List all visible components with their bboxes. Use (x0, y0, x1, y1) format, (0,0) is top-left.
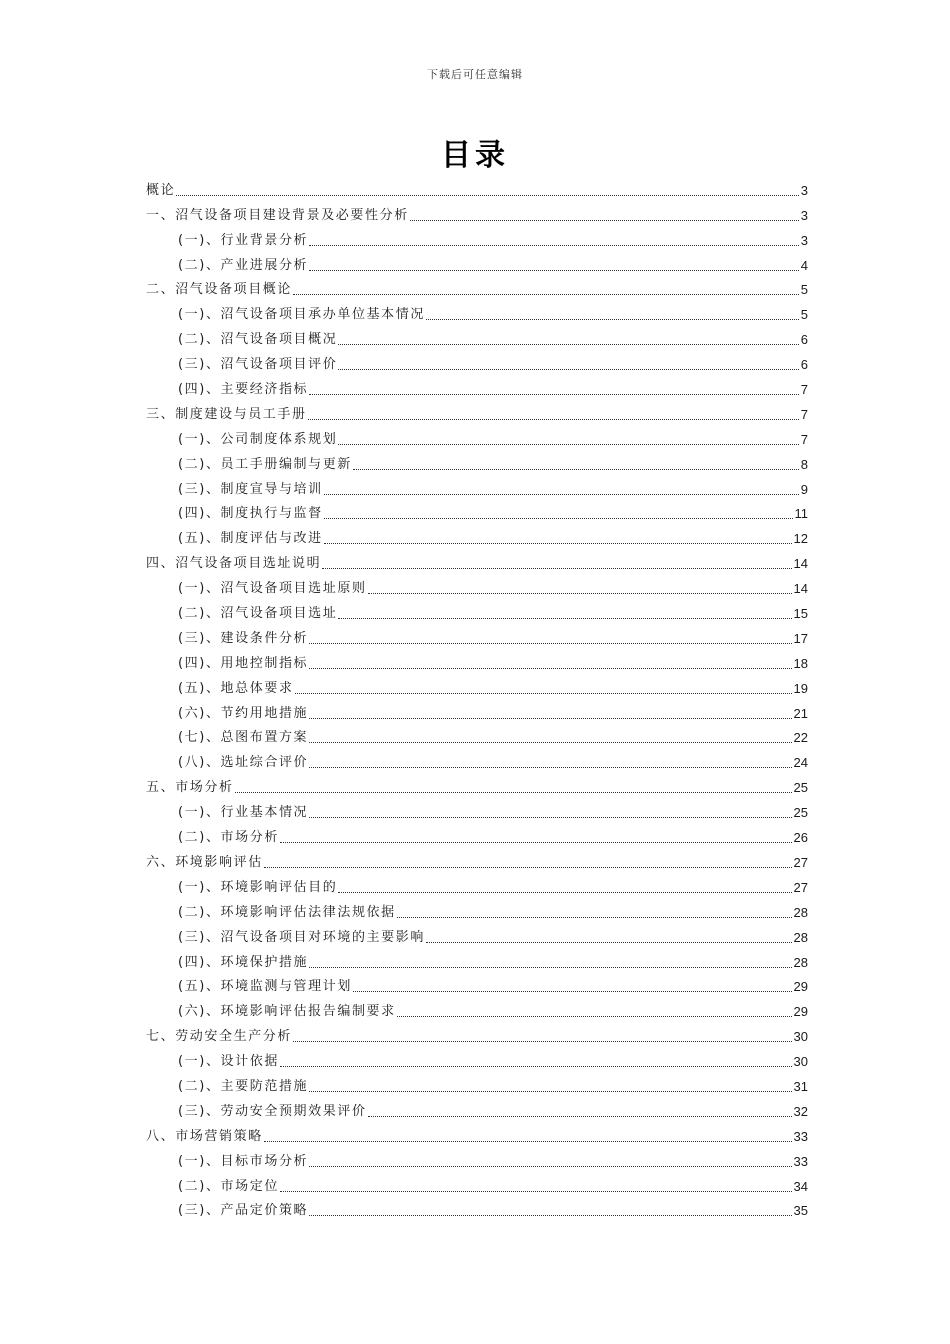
toc-subsection-entry[interactable] (146, 1196, 808, 1221)
toc-dot-leader (264, 1141, 792, 1142)
toc-dot-leader (338, 344, 798, 345)
toc-subsection-entry[interactable] (146, 449, 808, 474)
toc-page-number: 25 (793, 805, 808, 821)
toc-dot-leader (280, 1191, 792, 1192)
toc-subsection-entry[interactable] (146, 1096, 808, 1121)
toc-entry-title: (二)、主要防范措施 (178, 1078, 309, 1094)
toc-entry-title: 七、劳动安全生产分析 (146, 1029, 293, 1045)
toc-entry-title: (六)、环境影响评估报告编制要求 (178, 1004, 396, 1020)
toc-entry-title: (二)、沼气设备项目选址 (178, 606, 338, 622)
toc-dot-leader (426, 942, 792, 943)
toc-page-number: 17 (793, 630, 808, 646)
toc-entry-title: (三)、沼气设备项目评价 (178, 357, 338, 373)
toc-dot-leader (295, 693, 792, 694)
toc-entry-title: (二)、产业进展分析 (178, 257, 309, 273)
toc-page-number: 7 (800, 382, 808, 398)
toc-subsection-entry[interactable] (146, 499, 808, 524)
toc-subsection-entry[interactable] (146, 822, 808, 847)
toc-dot-leader (264, 867, 792, 868)
toc-entry-title: (三)、产品定价策略 (178, 1203, 309, 1219)
toc-page-number: 3 (800, 207, 808, 223)
toc-page-number: 3 (800, 182, 808, 198)
toc-dot-leader (324, 543, 792, 544)
toc-entry-title: (四)、用地控制指标 (178, 655, 309, 671)
toc-page-number: 28 (793, 904, 808, 920)
toc-entry-title: 概论 (146, 182, 176, 198)
toc-dot-leader (368, 593, 792, 594)
toc-dot-leader (322, 568, 791, 569)
toc-dot-leader (309, 1091, 791, 1092)
toc-section-entry[interactable] (146, 772, 808, 797)
toc-page-number: 31 (793, 1078, 808, 1094)
toc-subsection-entry[interactable] (146, 474, 808, 499)
toc-subsection-entry[interactable] (146, 1146, 808, 1171)
toc-page-number: 27 (793, 879, 808, 895)
toc-dot-leader (309, 817, 791, 818)
toc-dot-leader (309, 245, 799, 246)
toc-dot-leader (397, 1016, 792, 1017)
toc-subsection-entry[interactable] (146, 424, 808, 449)
toc-entry-title: 一、沼气设备项目建设背景及必要性分析 (146, 207, 409, 223)
toc-entry-title: (三)、沼气设备项目对环境的主要影响 (178, 929, 425, 945)
toc-subsection-entry[interactable] (146, 598, 808, 623)
toc-dot-leader (368, 1116, 792, 1117)
toc-page-number: 29 (793, 1004, 808, 1020)
toc-subsection-entry[interactable] (146, 673, 808, 698)
toc-subsection-entry[interactable] (146, 947, 808, 972)
toc-page-number: 33 (793, 1128, 808, 1144)
toc-dot-leader (309, 718, 791, 719)
toc-entry-title: (二)、沼气设备项目概况 (178, 332, 338, 348)
toc-dot-leader (353, 991, 792, 992)
toc-section-entry[interactable] (146, 548, 808, 573)
toc-subsection-entry[interactable] (146, 897, 808, 922)
toc-subsection-entry[interactable] (146, 1071, 808, 1096)
toc-page-number: 7 (800, 431, 808, 447)
toc-dot-leader (324, 518, 793, 519)
toc-page-number: 33 (793, 1153, 808, 1169)
page-header-note: 下载后可任意编辑 (427, 68, 523, 81)
toc-entry-title: (一)、沼气设备项目承办单位基本情况 (178, 307, 425, 323)
toc-page-number: 7 (800, 406, 808, 422)
toc-dot-leader (280, 842, 792, 843)
toc-dot-leader (338, 369, 798, 370)
toc-page-number: 5 (800, 282, 808, 298)
toc-page-number: 12 (793, 531, 808, 547)
toc-page-number: 29 (793, 979, 808, 995)
toc-dot-leader (309, 742, 791, 743)
toc-page-number: 15 (793, 606, 808, 622)
toc-dot-leader (426, 319, 799, 320)
toc-page-number: 22 (793, 730, 808, 746)
toc-page-number: 28 (793, 929, 808, 945)
toc-subsection-entry[interactable] (146, 349, 808, 374)
toc-page-number: 8 (800, 456, 808, 472)
toc-entry-title: 五、市场分析 (146, 780, 234, 796)
toc-entry-title: (一)、沼气设备项目选址原则 (178, 581, 367, 597)
toc-dot-leader (309, 767, 791, 768)
toc-section-entry[interactable] (146, 200, 808, 225)
toc-dot-leader (293, 1041, 792, 1042)
toc-subsection-entry[interactable] (146, 648, 808, 673)
toc-dot-leader (397, 917, 792, 918)
toc-page-number: 4 (800, 257, 808, 273)
toc-entry-title: (八)、选址综合评价 (178, 755, 309, 771)
toc-entry-title: (五)、制度评估与改进 (178, 531, 323, 547)
toc-entry-title: (二)、员工手册编制与更新 (178, 456, 352, 472)
toc-section-entry[interactable] (146, 275, 808, 300)
toc-dot-leader (309, 643, 791, 644)
toc-dot-leader (338, 892, 791, 893)
toc-dot-leader (235, 792, 792, 793)
toc-page-number: 34 (793, 1178, 808, 1194)
toc-subsection-entry[interactable] (146, 922, 808, 947)
toc-section-entry[interactable] (146, 1121, 808, 1146)
toc-entry-title: (三)、建设条件分析 (178, 630, 309, 646)
toc-page-number: 14 (793, 581, 808, 597)
toc-entry-title: (一)、环境影响评估目的 (178, 879, 338, 895)
toc-subsection-entry[interactable] (146, 523, 808, 548)
toc-entry-title: (三)、劳动安全预期效果评价 (178, 1103, 367, 1119)
toc-subsection-entry[interactable] (146, 747, 808, 772)
toc-page-number: 27 (793, 854, 808, 870)
toc-page-number: 21 (793, 705, 808, 721)
toc-dot-leader (324, 494, 799, 495)
toc-entry-title: (三)、制度宣导与培训 (178, 481, 323, 497)
toc-section-entry[interactable] (146, 399, 808, 424)
toc-subsection-entry[interactable] (146, 996, 808, 1021)
toc-subsection-entry[interactable] (146, 1046, 808, 1071)
toc-entry-title: 八、市场营销策略 (146, 1128, 263, 1144)
toc-dot-leader (309, 270, 799, 271)
toc-subsection-entry[interactable] (146, 723, 808, 748)
toc-subsection-entry[interactable] (146, 573, 808, 598)
toc-page-number: 6 (800, 332, 808, 348)
toc-subsection-entry[interactable] (146, 698, 808, 723)
toc-subsection-entry[interactable] (146, 623, 808, 648)
toc-page-number: 19 (793, 680, 808, 696)
toc-entry-title: (二)、市场分析 (178, 830, 279, 846)
toc-dot-leader (309, 967, 791, 968)
toc-page-number: 30 (793, 1029, 808, 1045)
toc-subsection-entry[interactable] (146, 1171, 808, 1196)
toc-section-entry[interactable] (146, 175, 808, 200)
toc-page-number: 11 (794, 506, 808, 522)
toc-entry-title: (五)、环境监测与管理计划 (178, 979, 352, 995)
toc-section-entry[interactable] (146, 1021, 808, 1046)
toc-subsection-entry[interactable] (146, 972, 808, 997)
toc-entry-title: 四、沼气设备项目选址说明 (146, 556, 322, 572)
toc-subsection-entry[interactable] (146, 797, 808, 822)
toc-page-number: 3 (800, 232, 808, 248)
toc-entry-title: (六)、节约用地措施 (178, 705, 309, 721)
toc-section-entry[interactable] (146, 847, 808, 872)
toc-page-number: 30 (793, 1054, 808, 1070)
toc-page-number: 14 (793, 556, 808, 572)
toc-entry-title: (四)、制度执行与监督 (178, 506, 323, 522)
toc-page-number: 18 (793, 655, 808, 671)
toc-dot-leader (338, 618, 791, 619)
toc-dot-leader (338, 444, 798, 445)
toc-subsection-entry[interactable] (146, 299, 808, 324)
toc-entry-title: (二)、市场定位 (178, 1178, 279, 1194)
toc-page-number: 5 (800, 307, 808, 323)
toc-subsection-entry[interactable] (146, 872, 808, 897)
toc-page-number: 24 (793, 755, 808, 771)
toc-dot-leader (308, 419, 799, 420)
toc-entry-title: (一)、公司制度体系规划 (178, 431, 338, 447)
toc-entry-title: (四)、环境保护措施 (178, 954, 309, 970)
toc-page-number: 35 (793, 1203, 808, 1219)
toc-entry-title: (二)、环境影响评估法律法规依据 (178, 904, 396, 920)
toc-subsection-entry[interactable] (146, 250, 808, 275)
toc-entry-title: (一)、目标市场分析 (178, 1153, 309, 1169)
toc-list (146, 175, 808, 1220)
toc-page-number: 32 (793, 1103, 808, 1119)
toc-page-number: 28 (793, 954, 808, 970)
toc-dot-leader (353, 469, 799, 470)
toc-entry-title: (一)、行业基本情况 (178, 805, 309, 821)
toc-dot-leader (293, 294, 799, 295)
toc-entry-title: (一)、设计依据 (178, 1054, 279, 1070)
toc-dot-leader (309, 1215, 791, 1216)
toc-dot-leader (410, 220, 799, 221)
toc-subsection-entry[interactable] (146, 374, 808, 399)
toc-subsection-entry[interactable] (146, 225, 808, 250)
toc-entry-title: (七)、总图布置方案 (178, 730, 309, 746)
toc-page-number: 9 (800, 481, 808, 497)
toc-dot-leader (309, 394, 799, 395)
toc-page-number: 6 (800, 357, 808, 373)
toc-entry-title: (一)、行业背景分析 (178, 232, 309, 248)
toc-dot-leader (309, 668, 791, 669)
toc-dot-leader (309, 1166, 791, 1167)
toc-entry-title: 三、制度建设与员工手册 (146, 406, 307, 422)
toc-entry-title: (五)、地总体要求 (178, 680, 294, 696)
toc-entry-title: (四)、主要经济指标 (178, 382, 309, 398)
toc-page-number: 25 (793, 780, 808, 796)
toc-subsection-entry[interactable] (146, 324, 808, 349)
toc-entry-title: 六、环境影响评估 (146, 854, 263, 870)
toc-dot-leader (176, 195, 799, 196)
toc-entry-title: 二、沼气设备项目概论 (146, 282, 293, 298)
toc-dot-leader (280, 1066, 792, 1067)
toc-title: 目录 (441, 138, 509, 173)
toc-page-number: 26 (793, 830, 808, 846)
